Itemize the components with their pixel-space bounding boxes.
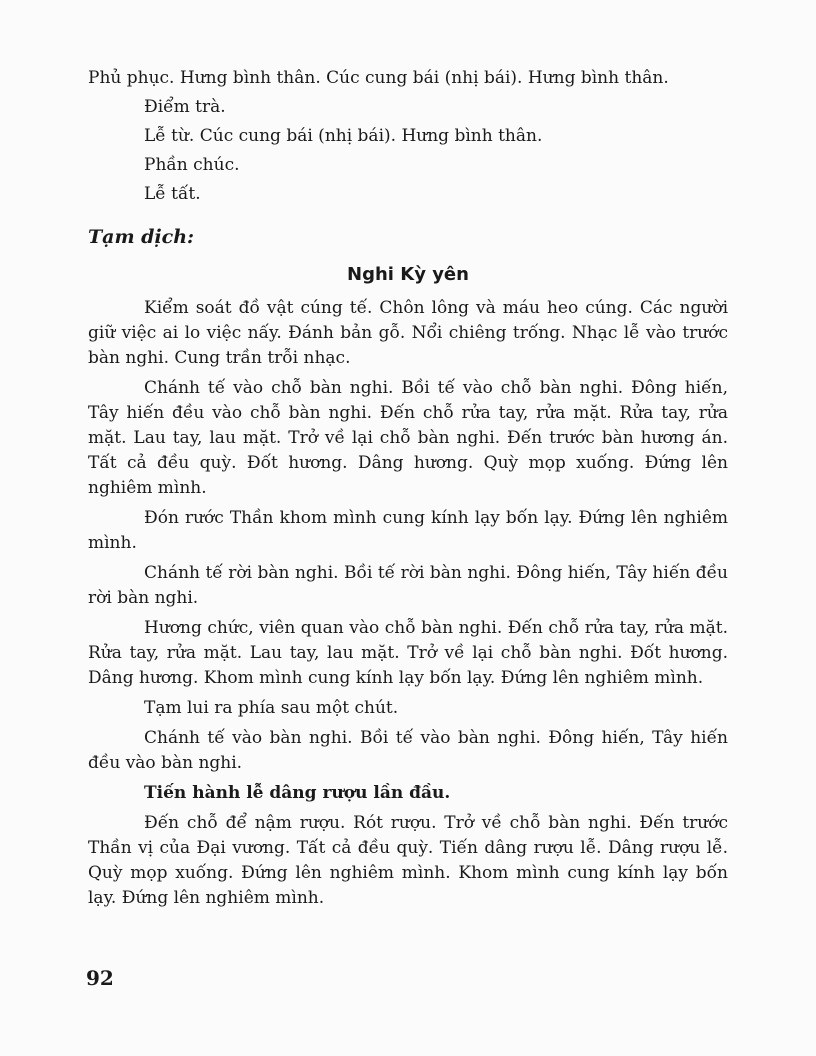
paragraph: Đến chỗ để nậm rượu. Rót rượu. Trở về chỗ bàn nghi. Đến trước Thần vị của Đại vương. Tất cả đều quỳ. Tiến dâng rượu lễ. Dâng rượu lễ. Quỳ mọp xuống. Đứng lên nghiêm mình. Khom mình cung kính lạy bốn lạy. Đứng lên nghiêm mình.: [88, 813, 728, 908]
subheading: Tiến hành lễ dâng rượu lần đầu.: [144, 783, 451, 803]
instruction-line: Lễ từ. Cúc cung bái (nhị bái). Hưng bình thân.: [144, 126, 543, 146]
paragraph: Chánh tế vào chỗ bàn nghi. Bồi tế vào chỗ bàn nghi. Đông hiến, Tây hiến đều vào chỗ bàn nghi. Đến chỗ rửa tay, rửa mặt. Rửa tay, rửa mặt. Lau tay, lau mặt. Trở về lại chỗ bàn nghi. Đến trước bàn hương án. Tất cả đều quỳ. Đốt hương. Dâng hương. Quỳ mọp xuống. Đứng lên nghiêm mình.: [88, 378, 728, 498]
instruction-line: Điểm trà.: [144, 97, 226, 117]
instruction-line: Lễ tất.: [144, 184, 201, 204]
page-number: 92: [86, 966, 114, 990]
paragraph: Tạm lui ra phía sau một chút.: [144, 698, 399, 718]
paragraph: Kiểm soát đồ vật cúng tế. Chôn lông và máu heo cúng. Các người giữ việc ai lo việc nấy. Đánh bản gỗ. Nổi chiêng trống. Nhạc lễ vào trước bàn nghi. Cung trần trỗi nhạc.: [88, 298, 728, 368]
paragraph: Chánh tế rời bàn nghi. Bồi tế rời bàn nghi. Đông hiến, Tây hiến đều rời bàn nghi.: [88, 563, 728, 608]
paragraph: Chánh tế vào bàn nghi. Bồi tế vào bàn nghi. Đông hiến, Tây hiến đều vào bàn nghi.: [88, 728, 728, 773]
translation-body: [88, 296, 728, 916]
section-label: Tạm dịch:: [88, 226, 195, 248]
instruction-line: Phần chúc.: [144, 155, 240, 175]
chapter-heading: Nghi Kỳ yên: [347, 264, 469, 285]
paragraph: Hương chức, viên quan vào chỗ bàn nghi. Đến chỗ rửa tay, rửa mặt. Rửa tay, rửa mặt. Lau tay, lau mặt. Trở về lại chỗ bàn nghi. Đốt hương. Dâng hương. Khom mình cung kính lạy bốn lạy. Đứng lên nghiêm mình.: [88, 618, 728, 688]
instruction-line: Phủ phục. Hưng bình thân. Cúc cung bái (nhị bái). Hưng bình thân.: [88, 68, 669, 88]
ritual-instructions: [88, 66, 728, 211]
paragraph: Đón rước Thần khom mình cung kính lạy bốn lạy. Đứng lên nghiêm mình.: [88, 508, 728, 553]
